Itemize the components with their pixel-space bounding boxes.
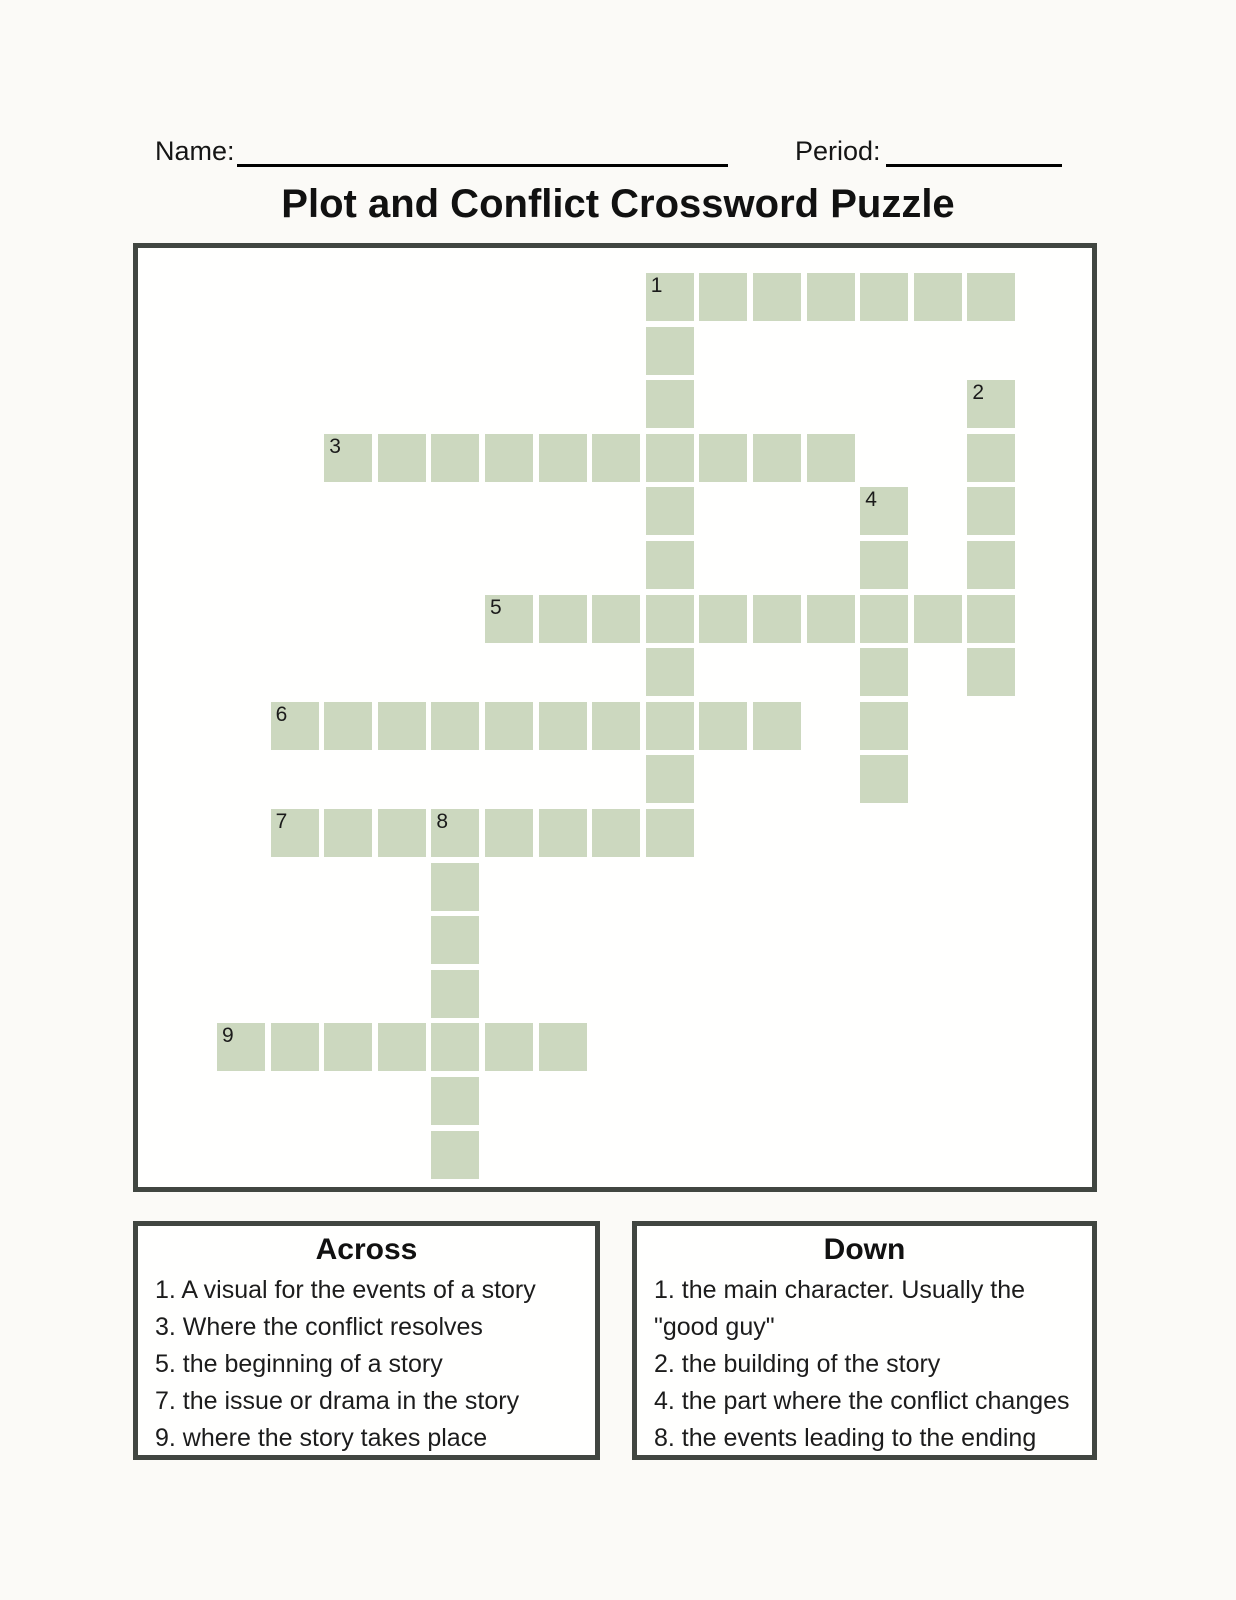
clue-number: 1 [650,274,663,297]
clue-number: 9 [222,1024,234,1048]
clue-number: 5 [490,595,502,619]
down-clue: 4. the part where the conflict changes [654,1387,1070,1415]
crossword-cell [539,434,587,482]
crossword-cell [646,595,694,643]
crossword-cell [378,809,426,857]
crossword-cell [914,595,962,643]
crossword-cell [646,434,694,482]
down-clue-list [637,1272,1092,1457]
crossword-cell [539,809,587,857]
down-box [632,1221,1097,1460]
across-title: Across [315,1233,418,1266]
crossword-cell [485,702,533,750]
crossword-cell [699,434,747,482]
crossword-cell [860,702,908,750]
crossword-cell [271,702,319,750]
crossword-cell [646,541,694,589]
across-clue-list [138,1272,595,1457]
crossword-cell [860,648,908,696]
crossword-cell [646,809,694,857]
crossword-cell [431,863,479,911]
crossword-cell [378,702,426,750]
crossword-cell [324,809,372,857]
crossword-cell [967,380,1015,428]
crossword-cell [753,595,801,643]
crossword-cell [699,595,747,643]
down-clue: 2. the building of the story [654,1350,941,1378]
crossword-cell [485,1023,533,1071]
crossword-cell [324,702,372,750]
crossword-cell [967,487,1015,535]
crossword-cell [485,595,533,643]
crossword-cell [807,595,855,643]
crossword-cell [539,702,587,750]
crossword-cell [860,487,908,535]
clue-number: 4 [865,488,877,512]
crossword-cell [431,1077,479,1125]
crossword-cell [860,273,908,321]
crossword-cell [699,702,747,750]
crossword-cell [431,434,479,482]
across-box [133,1221,600,1460]
clue-number: 2 [972,381,985,405]
crossword-cell [271,1023,319,1071]
crossword-cell [967,595,1015,643]
crossword-cell [431,809,479,857]
page-title: Plot and Conflict Crossword Puzzle [281,182,955,226]
crossword-cell [753,273,801,321]
across-clue: 1. A visual for the events of a story [155,1276,536,1304]
crossword-cell [967,273,1015,321]
crossword-cell [431,1023,479,1071]
down-title: Down [823,1233,906,1266]
crossword-cell [860,541,908,589]
crossword-cell [860,595,908,643]
crossword-cell [539,595,587,643]
crossword-cell [646,273,694,321]
crossword-cell [378,1023,426,1071]
crossword-cell [485,809,533,857]
crossword-cell [699,273,747,321]
crossword-cell [967,648,1015,696]
crossword-cell [378,434,426,482]
crossword-cell [753,702,801,750]
crossword-cell [807,273,855,321]
down-clue: 8. the events leading to the ending [654,1424,1037,1452]
crossword-cell [431,970,479,1018]
crossword-cell [431,702,479,750]
name-label: Name: [155,136,235,166]
clue-number: 3 [329,434,341,458]
crossword-cell [646,648,694,696]
name-blank-line [237,163,728,167]
crossword-grid [133,243,1097,1192]
crossword-cell [271,809,319,857]
crossword-cell [646,327,694,375]
down-clue: 1. the main character. Usually the "good guy" [654,1276,1026,1341]
across-clue: 9. where the story takes place [155,1424,488,1452]
crossword-cell [592,702,640,750]
crossword-cell [592,809,640,857]
crossword-cell [485,434,533,482]
clue-number: 8 [436,810,449,833]
crossword-cell [324,1023,372,1071]
crossword-cell [324,434,372,482]
crossword-cell [431,916,479,964]
period-blank-line [886,163,1062,167]
crossword-cell [646,380,694,428]
crossword-cell [860,755,908,803]
crossword-cell [646,755,694,803]
crossword-cell [592,595,640,643]
crossword-cell [646,487,694,535]
crossword-cell [539,1023,587,1071]
crossword-cell [807,434,855,482]
period-label: Period: [795,136,881,166]
across-clue: 5. the beginning of a story [155,1350,443,1378]
crossword-cell [592,434,640,482]
crossword-cell [967,541,1015,589]
crossword-cell [431,1131,479,1179]
clue-number: 6 [275,702,288,726]
crossword-cell [217,1023,265,1071]
crossword-cell [914,273,962,321]
across-clue: 3. Where the conflict resolves [155,1313,483,1341]
across-clue: 7. the issue or drama in the story [155,1387,520,1415]
crossword-cell [753,434,801,482]
clue-number: 7 [275,810,288,833]
crossword-cell [967,434,1015,482]
crossword-cell [646,702,694,750]
